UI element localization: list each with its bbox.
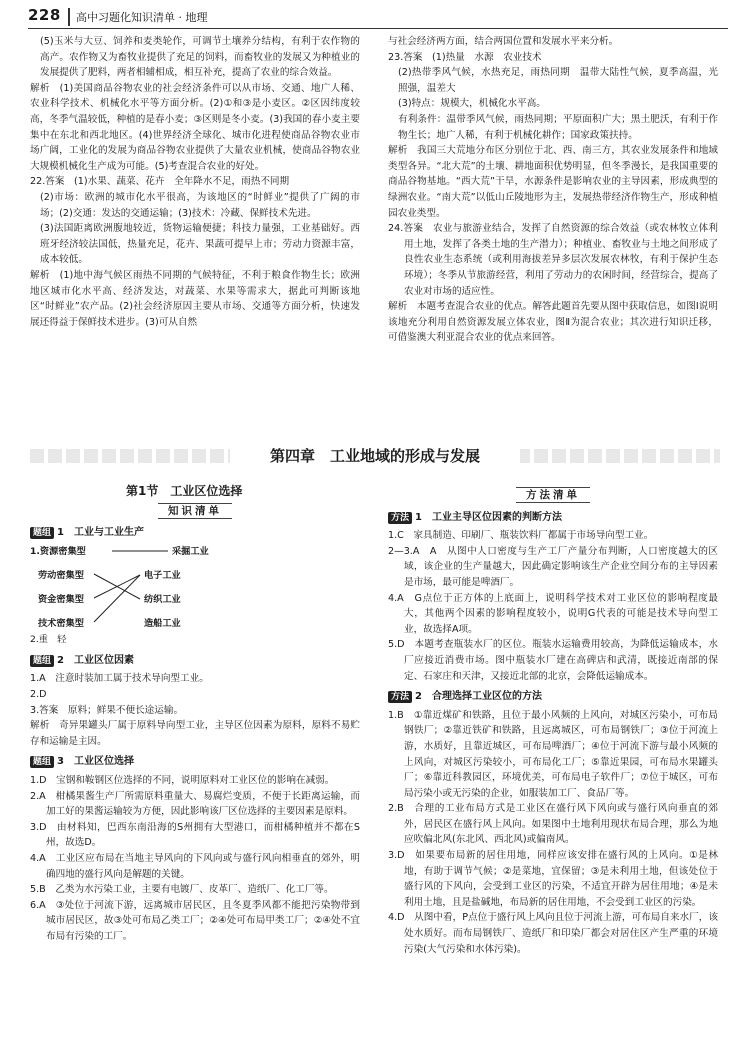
text-line: 5.D 本题考查瓶装水厂的区位。瓶装水运输费用较高，为降低运输成本，水厂应接近消费市场。图中瓶装水厂建在高碑店和武清，既接近南部的保定、石家庄和天津，又接近北部的北京，会降低运输成本。 (388, 639, 718, 682)
group-num: 3 (57, 756, 64, 768)
page-number: 228 (28, 6, 61, 24)
text-line: 有利条件：温带季风气候，雨热同期；平原面积广大；黑土肥沃，有利于作物生长；地广人稀，有利于机械化耕作；国家政策扶持。 (398, 113, 718, 141)
text-line: 2.B 合理的工业布局方式是工业区在盛行风下风向或与盛行风向垂直的郊外，居民区在盛行风上风向。如果图中土地利用现状布局合理，那么为地应吹偏北风(东北风、西北风)或偏南风。 (388, 803, 718, 846)
text-line: 3.D 由材料知，巴西东南沿海的S州拥有大型港口，而柑橘种植并不都在S州，故选D。 (30, 821, 360, 849)
group-title: 工业区位选择 (73, 756, 134, 768)
bottom-right-column (388, 484, 718, 957)
text-line: 3.D 如果要布局新的居住用地，同样应该安排在盛行风的上风向。①是林地，有助于调节气候；②是菜地，宜保留；③是未利用土地，但该处位于盛行风的下风向，会受到工业区的污染，不适宜开辟为居住用地；④是未利用土地，且是盐碱地，布局新的居住用地，不会受到工业区的污染。 (388, 850, 718, 908)
group-tag: 题组 (30, 527, 54, 539)
diagram-lines (30, 544, 360, 634)
method1-heading (388, 510, 718, 526)
text-line: 解析 (1)美国商品谷物农业的社会经济条件可以从市场、交通、地广人稀、农业科学技术、机械化水平等方面分析。(2)①和③是小麦区。②区因纬度较高，冬季气温较低，种植的是春小麦；③区则是冬小麦。(3)我国的春小麦主要集中在东北和西北地区。(4)世界经济全球化、城市化进程使商品谷物农业市场广阔，工业化的发展为商品谷物农业提供了大量农业机械，使商品谷物农业大规模机械化生产成为可能。(5)考查混合农业的好处。 (30, 82, 360, 172)
group-tag: 题组 (30, 655, 54, 667)
bottom-left-column (30, 484, 360, 944)
method-tag: 方法 (388, 691, 412, 703)
header-rule (28, 28, 728, 29)
text-line: 6.A ③处位于河流下游，远离城市居民区，且冬夏季风都不能把污染物带到城市居民区，故③处可布局乙类工厂；②④处可布局甲类工厂；②④处不宜布局有污染的工厂。 (30, 899, 360, 942)
group-tag: 题组 (30, 756, 54, 768)
text-line: 1.B ①靠近煤矿和铁路，且位于最小风频的上风向，对城区污染小，可布局钢铁厂；②靠近铁矿和铁路，且远离城区，可布局钢铁厂；③位于河流上游，水质好，且靠近城区，可布局啤酒厂；④位于河流下游与最小风频的上风向，对城区污染较小，可布局化工厂；⑤靠近果园，可布局水果罐头厂；⑥靠近科教园区，环境优美，可布局电子软件厂；⑦位于城区，可布局污染小或无污染的企业，如服装加工厂、食品厂等。 (388, 709, 718, 799)
group1-heading (30, 525, 360, 541)
method-num: 2 (415, 691, 422, 703)
method-list-label: 方法清单 (516, 487, 590, 503)
page-header (28, 6, 728, 30)
chapter-banner (30, 441, 720, 471)
text-line: (2)热带季风气候，水热充足，雨热同期 温带大陆性气候，夏季高温，光照强，温差大 (398, 67, 718, 94)
knowledge-list-label: 知识清单 (158, 503, 232, 519)
text-line: 解析 (1)地中海气候区雨热不同期的气候特征，不利于粮食作物生长；欧洲地区城市化水平高、经济发达，对蔬菜、水果等需求大，据此可判断该地区“时鲜业”农产品。(2)社会经济原因主要从市场、交通等方面分析，快速发展还得益于保鲜技术进步。(3)可从自然 (30, 269, 360, 328)
text-line: 5.B 乙类为水污染工业，主要有电镀厂、皮革厂、造纸厂、化工厂等。 (30, 884, 334, 896)
text-line: 2.D (30, 688, 47, 700)
link-line-2 (94, 575, 140, 598)
group2-body (30, 671, 360, 749)
method-tag: 方法 (388, 512, 412, 524)
chapter-title: 第四章 工业地域的形成与发展 (230, 441, 520, 471)
diagram-left-1: 劳动密集型 (38, 569, 84, 581)
group-num: 2 (57, 654, 64, 666)
diagram-intro: 1.资源密集型 (30, 545, 86, 557)
method-list-heading (388, 488, 718, 504)
diagram-left-2: 资金密集型 (38, 593, 84, 605)
group1-line2: 2.重 轻 (30, 633, 67, 645)
diagram-target-0: 采掘工业 (172, 545, 209, 557)
text-line: 1.A 注意时装加工属于技术导向型工业。 (30, 673, 209, 685)
text-line: 23.答案 (1)热量 水源 农业技术 (388, 51, 542, 63)
diagram-left-3: 技术密集型 (38, 617, 84, 629)
text-line: 24.答案 农业与旅游业结合，发挥了自然资源的综合效益（或农林牧立体利用土地，发挥了各类土地的生产潜力）；种植业、畜牧业与土地之间形成了良性农业生态系统（或利用海拔差异多层次发展农林牧，有利于保护生态环境）；冬季从节旅游经营，利用了劳动力的农闲时间，经营综合，提高了农业对市场的适应性。 (388, 223, 718, 297)
header-divider (68, 8, 70, 26)
diagram-right-3: 造船工业 (144, 617, 181, 629)
text-line: 4.D 从图中看，P点位于盛行风上风向且位于河流上游，可布局自来水厂，该处水质好。而布局钢铁厂、造纸厂和印染厂都会对居住区产生严重的环境污染(大气污染和水体污染)。 (388, 912, 718, 955)
section-title: 第1节 工业区位选择 (126, 484, 243, 498)
method2-heading (388, 689, 718, 705)
group2-heading (30, 653, 360, 669)
text-line: 2.A 柑橘果酱生产厂所需原料重量大、易腐烂变质，不便于长距离运输，而加工好的果酱运输较为方便，因此影响该厂区位选择的主要因素是原料。 (30, 790, 360, 818)
method-title: 合理选择工业区位的方法 (431, 691, 542, 703)
top-right-column (388, 34, 718, 346)
text-line: 4.A 工业区应布局在当地主导风向的下风向或与盛行风向相垂直的郊外，明确四地的盛行风向是解题的关键。 (30, 852, 360, 880)
text-line: 2—3.A A 从图中人口密度与生产工厂产量分布判断，人口密度越大的区域，该企业的生产量越大，因此确定影响该生产企业空间分布的主导因素是市场，最可能是啤酒厂。 (388, 545, 718, 588)
text-line: (5)玉米与大豆、饲养和麦类轮作，可调节土壤养分结构，有利于农作物的高产。农作物又为畜牧业提供了充足的饲料，而畜牧业的发展又为种植业的发展提供了肥料，两者相辅相成，相互补充，提高了农业的综合效益。 (40, 36, 360, 79)
method1-body (388, 528, 718, 684)
text-line: (3)法国距离欧洲腹地较近，货物运输便捷；科技力量强，工业基础好。西班牙经济较法国低，热量充足，花卉、果蔬可提早上市；劳动力资源丰富，成本较低。 (40, 223, 360, 266)
text-line: 解析 奇异果罐头厂属于原料导向型工业，主导区位因素为原料，原料不易贮存和运输是主因。 (30, 720, 360, 747)
text-line: 4.A G点位于正方体的上底面上，说明科学技术对工业区位的影响程度最大，其他两个因素的影响程度较小，说明G代表的可能是技术导向型工业，故选择A项。 (388, 592, 718, 635)
link-line-3 (94, 575, 140, 622)
text-line: 解析 我国三大荒地分布区分别位于北、西、南三方，其农业发展条件和地域类型各异。“北大荒”的土壤、耕地面积优势明显，但冬季漫长，是我国重要的商品谷物基地。“西大荒”干旱，水源条件是影响农业的主导因素，形成典型的绿洲农业。“南大荒”以低山丘陵地形为主，发展热带经济作物生产，形成种植园农业类型。 (388, 145, 718, 219)
text-line: 1.D 宝钢和鞍钢区位选择的不同，说明原料对工业区位的影响在减弱。 (30, 774, 335, 786)
text-line: 22.答案 (1)水果、蔬菜、花卉 全年降水不足，雨热不同期 (30, 176, 290, 188)
industry-type-diagram (30, 544, 360, 648)
method2-body (388, 708, 718, 958)
group3-body (30, 773, 360, 945)
text-line: 与社会经济两方面，结合两国位置和发展水平来分析。 (388, 36, 619, 47)
diagram-right-1: 电子工业 (144, 569, 181, 581)
group-title: 工业区位因素 (73, 654, 134, 666)
text-line: 3.答案 原料；鲜果不便长途运输。 (30, 704, 184, 716)
diagram-right-2: 纺织工业 (144, 593, 181, 605)
group3-heading (30, 754, 360, 770)
method-num: 1 (415, 511, 422, 523)
top-left-column (30, 34, 360, 330)
text-line: 1.C 家具制造、印刷厂、瓶装饮料厂都属于市场导向型工业。 (388, 530, 654, 542)
book-title: 高中习题化知识清单 · 地理 (76, 11, 208, 24)
method-title: 工业主导区位因素的判断方法 (431, 511, 562, 523)
group-num: 1 (57, 527, 64, 539)
knowledge-list-heading (30, 504, 360, 520)
group-title: 工业与工业生产 (73, 527, 144, 539)
text-line: 解析 本题考查混合农业的优点。解答此题首先要从图中获取信息，如图Ⅰ说明该地充分利用自然资源发展立体农业，图Ⅱ为混合农业；其次进行知识迁移，可借鉴澳大利亚混合农业的优点来回答。 (388, 301, 718, 344)
text-line: (3)特点：规模大，机械化水平高。 (398, 98, 546, 110)
text-line: (2)市场：欧洲的城市化水平很高，为该地区的“时鲜业”提供了广阔的市场；(2)交通：发达的交通运输；(3)技术：冷藏、保鲜技术先进。 (40, 191, 360, 219)
